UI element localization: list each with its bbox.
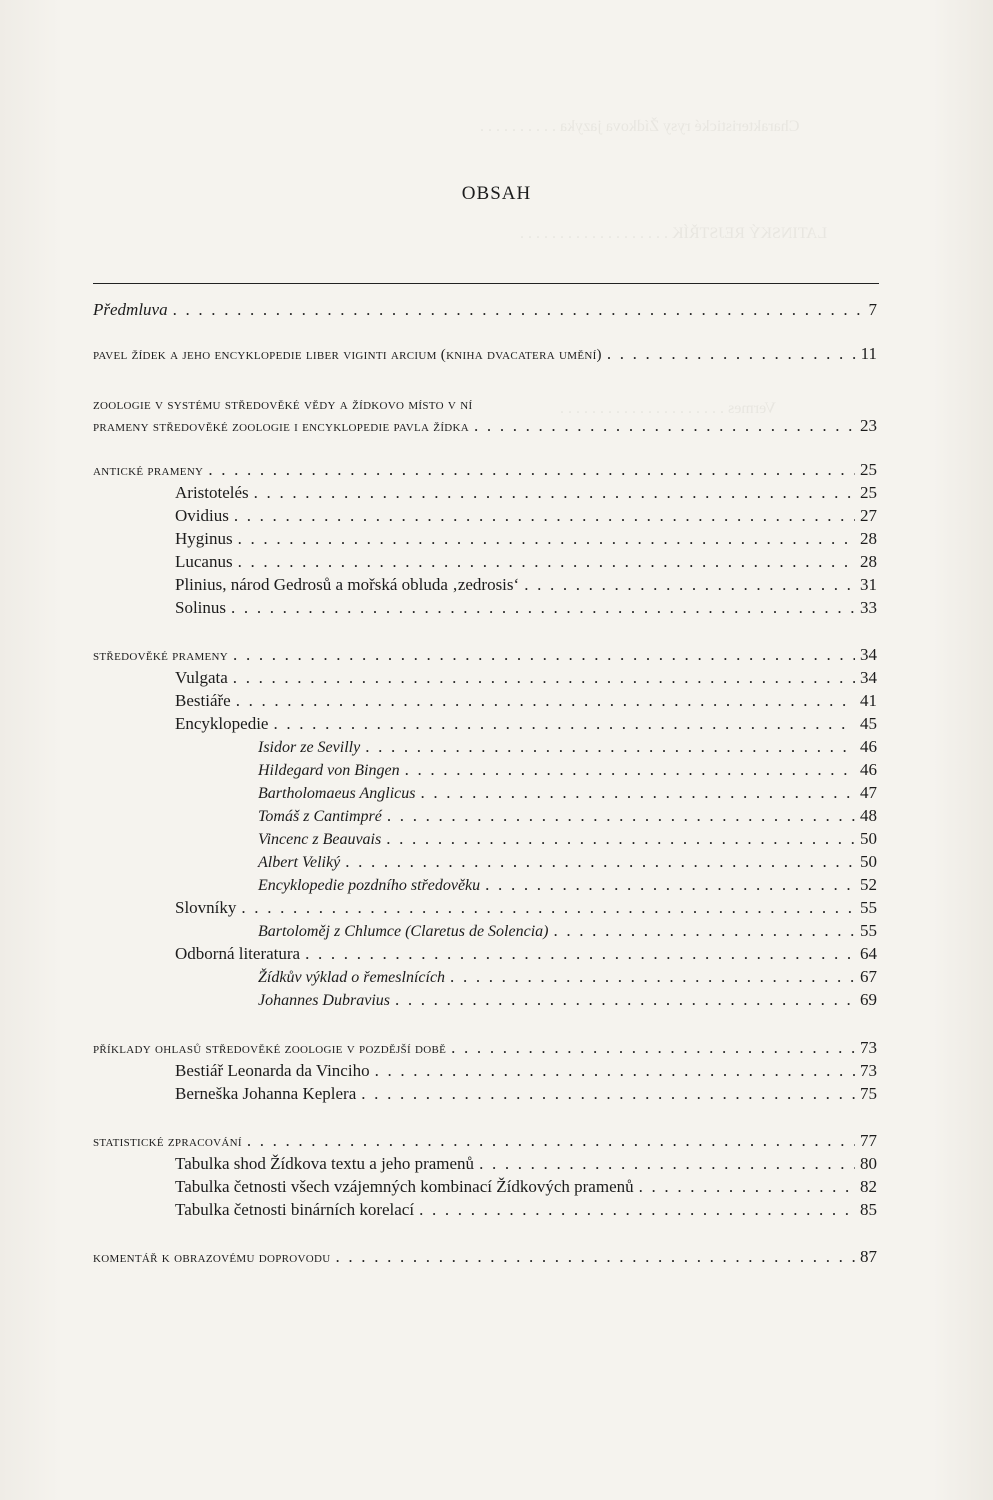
dot-leader [395, 988, 855, 1012]
toc-entry[interactable] [93, 689, 877, 713]
toc-entry[interactable] [93, 919, 877, 943]
toc-entry-title: Isidor ze Sevilly [258, 739, 361, 756]
toc-entry-page: 41 [860, 691, 877, 710]
toc-entry-page: 67 [860, 967, 877, 986]
dot-leader [450, 965, 855, 989]
dot-leader [273, 712, 855, 736]
toc-entry[interactable] [93, 758, 877, 782]
bleed-through-text: Charakteristické rysy Žídkova jazyka . . . . . . . . . . [480, 118, 800, 135]
dot-leader [365, 735, 855, 759]
dot-leader [485, 873, 855, 897]
toc-entry[interactable] [93, 342, 877, 366]
toc-entry-title: Hyginus [175, 529, 233, 548]
toc-entry-title: Tabulka shod Žídkova textu a jeho pramenů [175, 1154, 475, 1173]
toc-entry-title: komentář k obrazovému doprovodu [93, 1250, 331, 1266]
dot-leader [607, 342, 856, 366]
toc-entry[interactable] [93, 850, 877, 874]
toc-entry[interactable] [93, 873, 877, 897]
toc-entry-page: 73 [860, 1038, 877, 1057]
toc-entry[interactable] [93, 666, 877, 690]
dot-leader [238, 550, 855, 574]
toc-entry-title: Slovníky [175, 898, 237, 917]
bleed-through-text: LATINSKÝ REJSTŘÍK . . . . . . . . . . . . . . . . . . . [520, 225, 828, 242]
dot-leader [233, 666, 855, 690]
toc-entry-page: 45 [860, 714, 877, 733]
toc-entry-page: 73 [860, 1061, 877, 1080]
toc-entry-title: Odborná literatura [175, 944, 301, 963]
dot-leader [420, 781, 855, 805]
dot-leader [524, 573, 855, 597]
toc-entry-title: Bestiář Leonarda da Vinciho [175, 1061, 370, 1080]
toc-entry-page: 34 [860, 668, 877, 687]
toc-entry-title: Berneška Johanna Keplera [175, 1084, 357, 1103]
toc-entry-page: 34 [860, 645, 877, 664]
toc-entry[interactable] [93, 712, 877, 736]
toc-entry[interactable] [93, 596, 877, 620]
toc-entry-page: 28 [860, 552, 877, 571]
toc-entry-title: Bartholomaeus Anglicus [258, 785, 416, 802]
toc-entry-title: antické prameny [93, 463, 204, 479]
toc-entry-page: 85 [860, 1200, 877, 1219]
toc-entry-title: Plinius, národ Gedrosů a mořská obluda ‚zedrosis‘ [175, 575, 520, 594]
toc-entry[interactable] [93, 573, 877, 597]
toc-entry-title: Ovidius [175, 506, 229, 525]
toc-entry-title: Albert Veliký [258, 854, 341, 871]
toc-entry[interactable] [93, 527, 877, 551]
dot-leader [208, 458, 855, 482]
toc-entry-title: Bestiáře [175, 691, 231, 710]
toc-entry[interactable] [93, 896, 877, 920]
toc-entry-title: Tabulka četnosti všech vzájemných kombinací Žídkových pramenů [175, 1177, 634, 1196]
toc-entry-page: 46 [860, 737, 877, 756]
toc-entry-page: 55 [860, 921, 877, 940]
toc-entry-page: 50 [860, 852, 877, 871]
dot-leader [387, 804, 855, 828]
dot-leader [236, 689, 855, 713]
toc-entry-page: 25 [860, 483, 877, 502]
toc-entry[interactable] [93, 988, 877, 1012]
toc-entry-page: 64 [860, 944, 877, 963]
dot-leader [234, 504, 855, 528]
toc-entry[interactable] [93, 414, 877, 438]
dot-leader [241, 896, 855, 920]
toc-entry[interactable] [93, 550, 877, 574]
toc-entry-page: 46 [860, 760, 877, 779]
toc-entry-page: 27 [860, 506, 877, 525]
dot-leader [233, 643, 855, 667]
toc-entry[interactable] [93, 504, 877, 528]
toc-entry-title: Encyklopedie [175, 714, 269, 733]
toc-entry-title: Solinus [175, 598, 227, 617]
dot-leader [305, 942, 855, 966]
dot-leader [386, 827, 855, 851]
toc-entry-title: Tomáš z Cantimpré [258, 808, 382, 825]
dot-leader [639, 1175, 855, 1199]
dot-leader [345, 850, 855, 874]
toc-entry-title: Předmluva [93, 300, 168, 319]
toc-entry-title: Johannes Dubravius [258, 992, 390, 1009]
dot-leader [375, 1059, 855, 1083]
dot-leader [419, 1198, 855, 1222]
toc-entry-title: prameny středověké zoologie i encyklopedie pavla žídka [93, 419, 470, 435]
toc-entry-title: Vincenc z Beauvais [258, 831, 382, 848]
toc-entry[interactable] [93, 1152, 877, 1176]
toc-entry[interactable] [93, 942, 877, 966]
toc-entry[interactable] [93, 458, 877, 482]
toc-entry-page: 75 [860, 1084, 877, 1103]
toc-entry-page: 11 [860, 344, 877, 363]
toc-entry-title: pavel žídek a jeho encyklopedie liber viginti arcium (kniha dvacatera umění) [93, 347, 602, 363]
toc-entry-page: 28 [860, 529, 877, 548]
toc-entry-title: Žídkův výklad o řemeslnících [258, 969, 446, 986]
toc-entry-title: středověké prameny [93, 648, 229, 664]
toc-entry-title: Aristotelés [175, 483, 249, 502]
toc-entry-page: 25 [860, 460, 877, 479]
toc-entry-page: 31 [860, 575, 877, 594]
toc-entry-page: 50 [860, 829, 877, 848]
page-title: OBSAH [461, 183, 532, 204]
toc-entry-page: 48 [860, 806, 877, 825]
toc-entry[interactable] [93, 1175, 877, 1199]
dot-leader [336, 1245, 856, 1269]
toc-entry-page: 69 [860, 990, 877, 1009]
toc-entry[interactable] [93, 1198, 877, 1222]
dot-leader [361, 1082, 855, 1106]
toc-entry-page: 52 [860, 875, 877, 894]
toc-entry-title: Hildegard von Bingen [258, 762, 400, 779]
toc-entry-title: Vulgata [175, 668, 228, 687]
dot-leader [451, 1036, 855, 1060]
divider [93, 283, 879, 284]
toc-entry-page: 82 [860, 1177, 877, 1196]
toc-entry[interactable] [93, 965, 877, 989]
toc-entry-page: 80 [860, 1154, 877, 1173]
toc-entry[interactable] [93, 735, 877, 759]
dot-leader [231, 596, 855, 620]
dot-leader [479, 1152, 855, 1176]
toc-entry[interactable] [93, 643, 877, 667]
dot-leader [553, 919, 855, 943]
toc-entry-page: 55 [860, 898, 877, 917]
dot-leader [405, 758, 855, 782]
toc-entry[interactable] [93, 481, 877, 505]
toc-entry-title: příklady ohlasů středověké zoologie v pozdější době [93, 1041, 447, 1057]
toc-entry-page: 7 [868, 300, 877, 319]
toc-entry[interactable] [93, 1036, 877, 1060]
dot-leader [173, 298, 864, 322]
toc-entry-title: Lucanus [175, 552, 233, 571]
dot-leader [238, 527, 855, 551]
toc-entry-title: Bartoloměj z Chlumce (Claretus de Solencia) [258, 923, 549, 940]
dot-leader [247, 1129, 855, 1153]
toc-entry[interactable] [93, 804, 877, 828]
toc-entry-title: Encyklopedie pozdního středověku [258, 877, 481, 894]
toc-entry[interactable] [93, 1059, 877, 1083]
toc-entry-page: 33 [860, 598, 877, 617]
toc-entry[interactable] [93, 1129, 877, 1153]
toc-entry[interactable] [93, 1245, 877, 1269]
toc-entry[interactable] [93, 827, 877, 851]
toc-entry-page: 87 [860, 1247, 877, 1266]
toc-entry-title: Tabulka četnosti binárních korelací [175, 1200, 415, 1219]
dot-leader [254, 481, 855, 505]
toc-entry-page: 47 [860, 783, 877, 802]
toc-entry-title: zoologie v systému středověké vědy a žídkovo místo v ní [93, 397, 473, 413]
toc-entry-page: 23 [860, 416, 877, 435]
toc-entry[interactable] [93, 1082, 877, 1106]
toc-entry[interactable] [93, 298, 877, 322]
toc-entry-title: statistické zpracování [93, 1134, 242, 1150]
dot-leader [474, 414, 855, 438]
bleed-through-text: Vermes . . . . . . . . . . . . . . . . . . . . . [560, 400, 776, 417]
toc-entry-page: 77 [860, 1131, 877, 1150]
toc-entry[interactable] [93, 781, 877, 805]
